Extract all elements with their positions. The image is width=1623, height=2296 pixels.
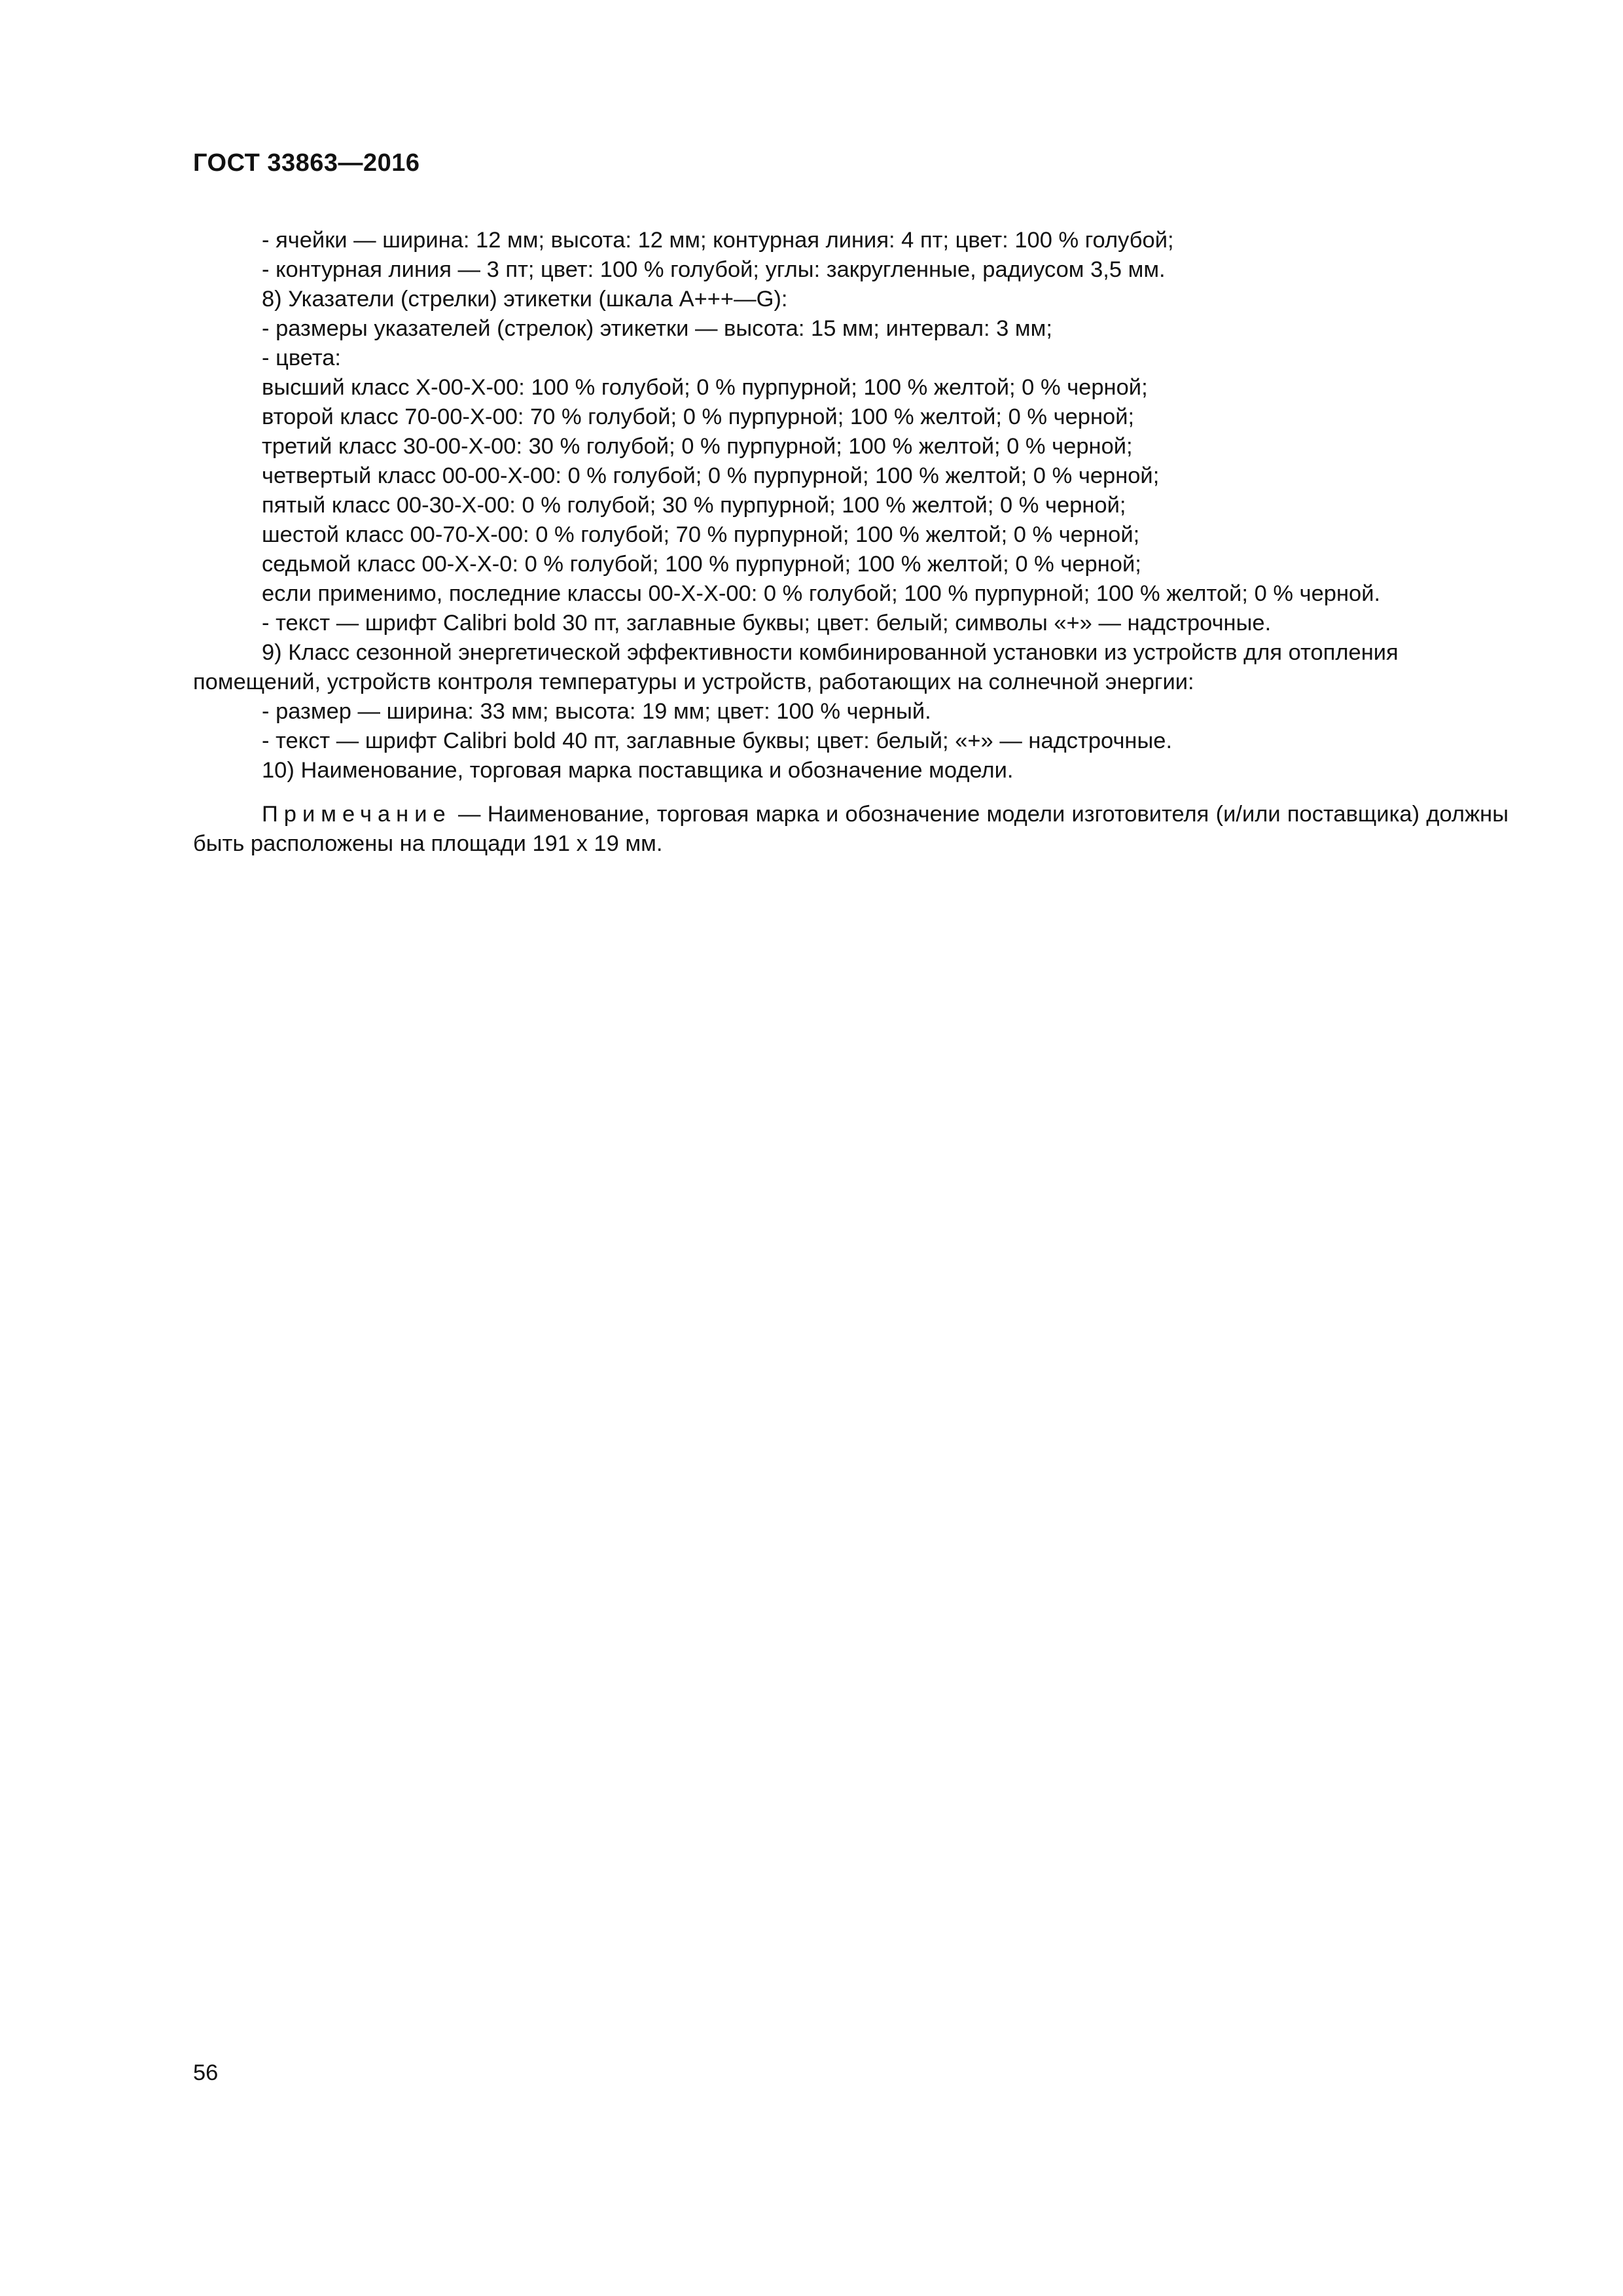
page-number: 56 <box>193 2060 219 2085</box>
text-line: помещений, устройств контроля температуры и устройств, работающих на солнечной энергии: <box>193 670 1194 694</box>
text-line: 9) Класс сезонной энергетической эффективности комбинированной установки из устройств для отопления <box>262 640 1399 665</box>
document-body <box>193 226 1508 859</box>
text-line: - ячейки — ширина: 12 мм; высота: 12 мм; контурная линия: 4 пт; цвет: 100 % голубой; <box>262 228 1174 253</box>
text-line: - размеры указателей (стрелок) этикетки — высота: 15 мм; интервал: 3 мм; <box>262 316 1052 341</box>
text-line: высший класс X-00-X-00: 100 % голубой; 0 % пурпурной; 100 % желтой; 0 % черной; <box>262 375 1148 400</box>
text-line: седьмой класс 00-X-X-0: 0 % голубой; 100 % пурпурной; 100 % желтой; 0 % черной; <box>262 552 1141 577</box>
document-header: ГОСТ 33863—2016 <box>193 149 420 177</box>
text-line: если применимо, последние классы 00-X-X-00: 0 % голубой; 100 % пурпурной; 100 % желтой; 0 % черной. <box>262 581 1381 606</box>
text-line: четвертый класс 00-00-X-00: 0 % голубой; 0 % пурпурной; 100 % желтой; 0 % черной; <box>262 463 1160 488</box>
note-label: Примечание <box>262 802 452 827</box>
text-line: шестой класс 00-70-X-00: 0 % голубой; 70 % пурпурной; 100 % желтой; 0 % черной; <box>262 522 1140 547</box>
text-line: 8) Указатели (стрелки) этикетки (шкала А+++—G): <box>262 287 788 312</box>
text-line: - цвета: <box>262 346 342 370</box>
text-line: 10) Наименование, торговая марка поставщика и обозначение модели. <box>262 758 1014 783</box>
paragraph-9 <box>193 638 1508 697</box>
note-paragraph <box>193 800 1508 859</box>
text-line: - размер — ширина: 33 мм; высота: 19 мм; цвет: 100 % черный. <box>262 699 931 724</box>
text-line: - контурная линия — 3 пт; цвет: 100 % голубой; углы: закругленные, радиусом 3,5 мм. <box>262 257 1166 282</box>
text-line: третий класс 30-00-X-00: 30 % голубой; 0 % пурпурной; 100 % желтой; 0 % черной; <box>262 434 1133 459</box>
text-line: пятый класс 00-30-X-00: 0 % голубой; 30 % пурпурной; 100 % желтой; 0 % черной; <box>262 493 1126 518</box>
text-line: - текст — шрифт Calibri bold 40 пт, заглавные буквы; цвет: белый; «+» — надстрочные. <box>262 728 1173 753</box>
text-line: второй класс 70-00-X-00: 70 % голубой; 0 % пурпурной; 100 % желтой; 0 % черной; <box>262 404 1135 429</box>
text-line: - текст — шрифт Calibri bold 30 пт, заглавные буквы; цвет: белый; символы «+» — надстрочные. <box>262 611 1272 636</box>
note-text: — Наименование, торговая марка и обозначение модели изготовителя (и/или поставщика) должны быть расположены на площади 191 х 19 мм. <box>193 802 1508 856</box>
